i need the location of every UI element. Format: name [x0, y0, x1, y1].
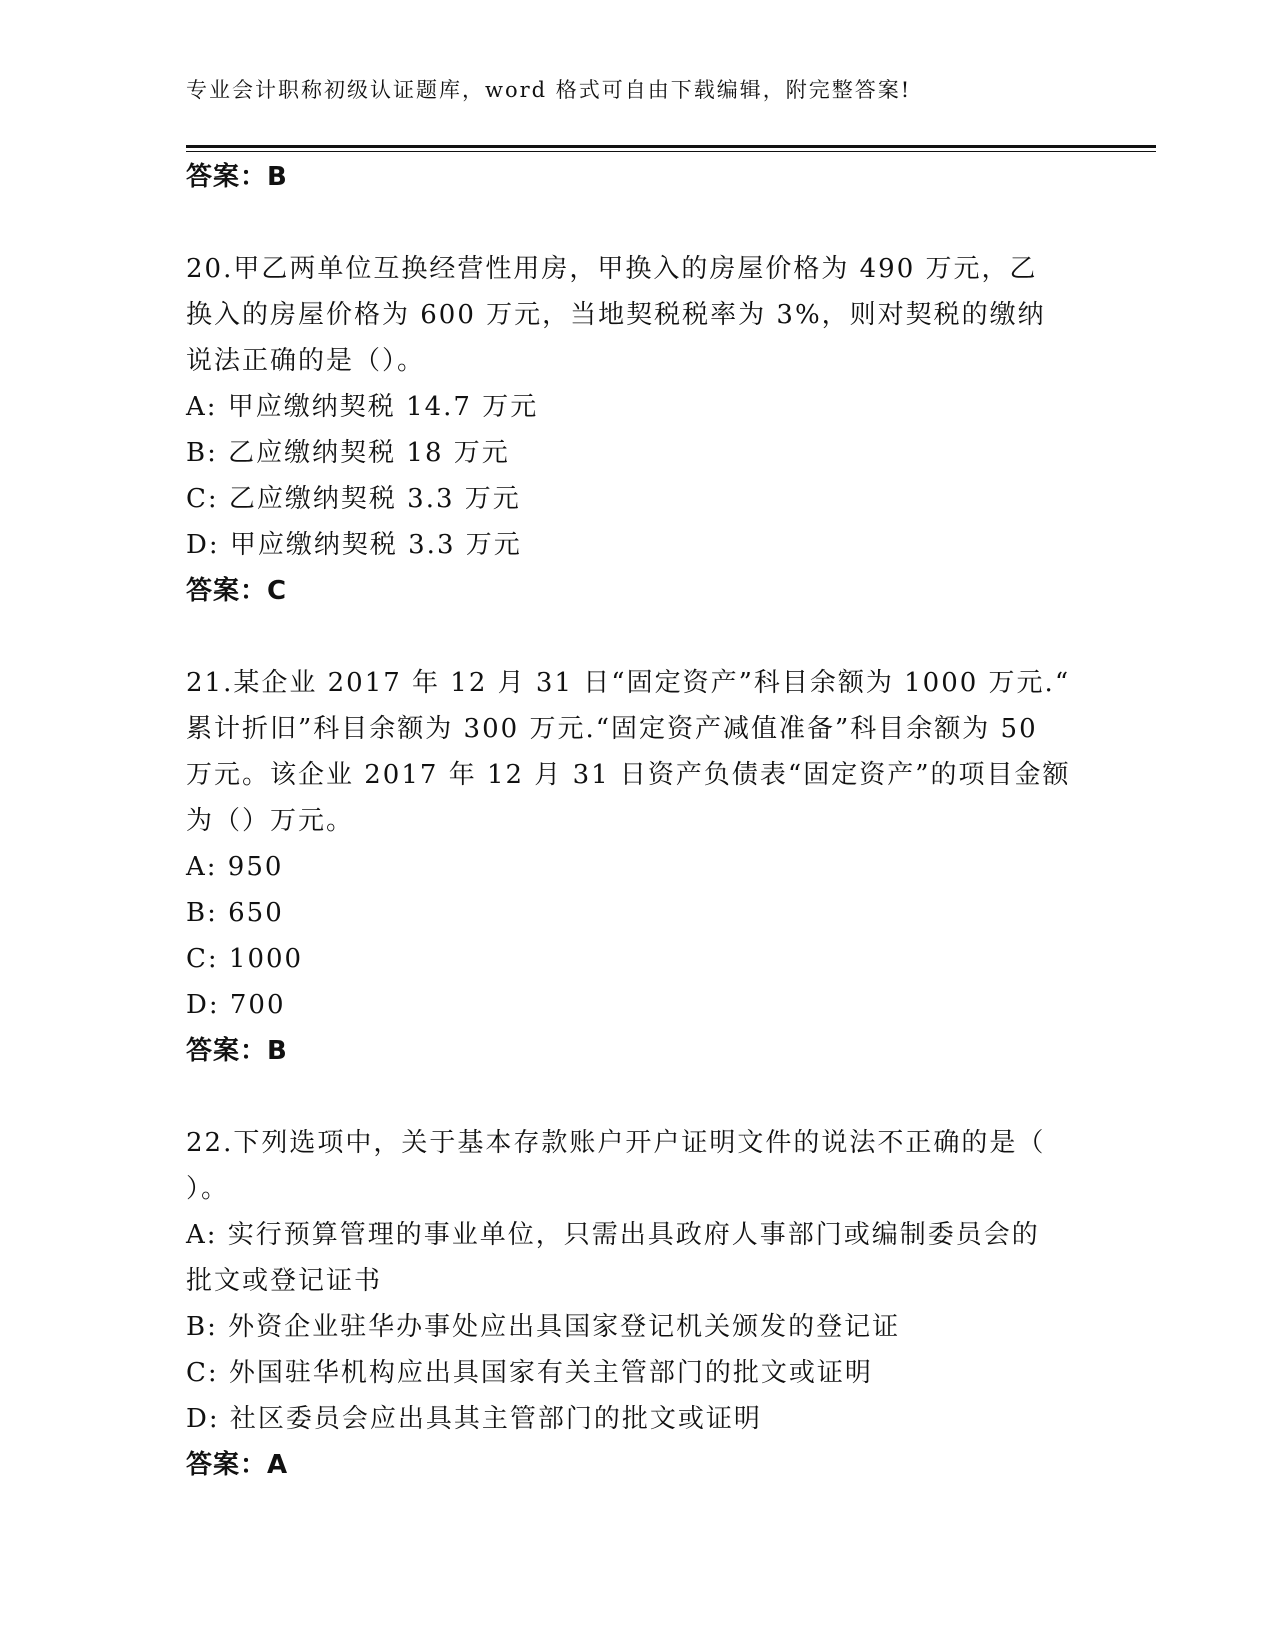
previous-answer: 答案：B [186, 162, 288, 192]
question-stem-line: 万元。该企业 2017 年 12 月 31 日资产负债表“固定资产”的项目金额 [186, 760, 1071, 790]
option-d: D: 社区委员会应出具其主管部门的批文或证明 [186, 1404, 762, 1434]
option-b: B: 外资企业驻华办事处应出具国家登记机关颁发的登记证 [186, 1312, 901, 1342]
option-b: B: 乙应缴纳契税 18 万元 [186, 438, 510, 468]
answer: 答案：C [186, 576, 288, 606]
question-stem-line: ）。 [186, 1174, 230, 1204]
header-rule-thick [186, 145, 1156, 148]
option-b: B: 650 [186, 898, 284, 928]
header-rule-thin [186, 151, 1156, 152]
spacer [186, 200, 1086, 246]
option-c: C: 1000 [186, 944, 304, 974]
option-c: C: 乙应缴纳契税 3.3 万元 [186, 484, 521, 514]
question-stem-line: 22.下列选项中，关于基本存款账户开户证明文件的说法不正确的是（ [186, 1128, 1046, 1158]
question-stem-line: 20.甲乙两单位互换经营性用房，甲换入的房屋价格为 490 万元，乙 [186, 254, 1038, 284]
option-c: C: 外国驻华机构应出具国家有关主管部门的批文或证明 [186, 1358, 873, 1388]
option-a: A: 950 [186, 852, 284, 882]
question-stem-line: 换入的房屋价格为 600 万元，当地契税税率为 3%，则对契税的缴纳 [186, 300, 1046, 330]
option-d: D: 700 [186, 990, 286, 1020]
option-d: D: 甲应缴纳契税 3.3 万元 [186, 530, 522, 560]
question-22 [186, 1120, 1086, 1488]
question-21 [186, 660, 1086, 1074]
spacer [186, 1074, 1086, 1120]
answer: 答案：A [186, 1450, 289, 1480]
page-header: 专业会计职称初级认证题库，word 格式可自由下载编辑，附完整答案! [186, 78, 912, 102]
option-a: A: 实行预算管理的事业单位，只需出具政府人事部门或编制委员会的 [186, 1220, 1040, 1250]
question-20 [186, 246, 1086, 614]
spacer [186, 614, 1086, 660]
question-stem-line: 累计折旧”科目余额为 300 万元.“固定资产减值准备”科目余额为 50 [186, 714, 1038, 744]
option-a-continued: 批文或登记证书 [186, 1266, 383, 1296]
question-stem-line: 为（）万元。 [186, 806, 355, 836]
question-stem-line: 21.某企业 2017 年 12 月 31 日“固定资产”科目余额为 1000 万元.“ [186, 668, 1071, 698]
option-a: A: 甲应缴纳契税 14.7 万元 [186, 392, 539, 422]
question-stem-line: 说法正确的是（）。 [186, 346, 426, 376]
answer: 答案：B [186, 1036, 288, 1066]
document-body [186, 154, 1086, 1488]
